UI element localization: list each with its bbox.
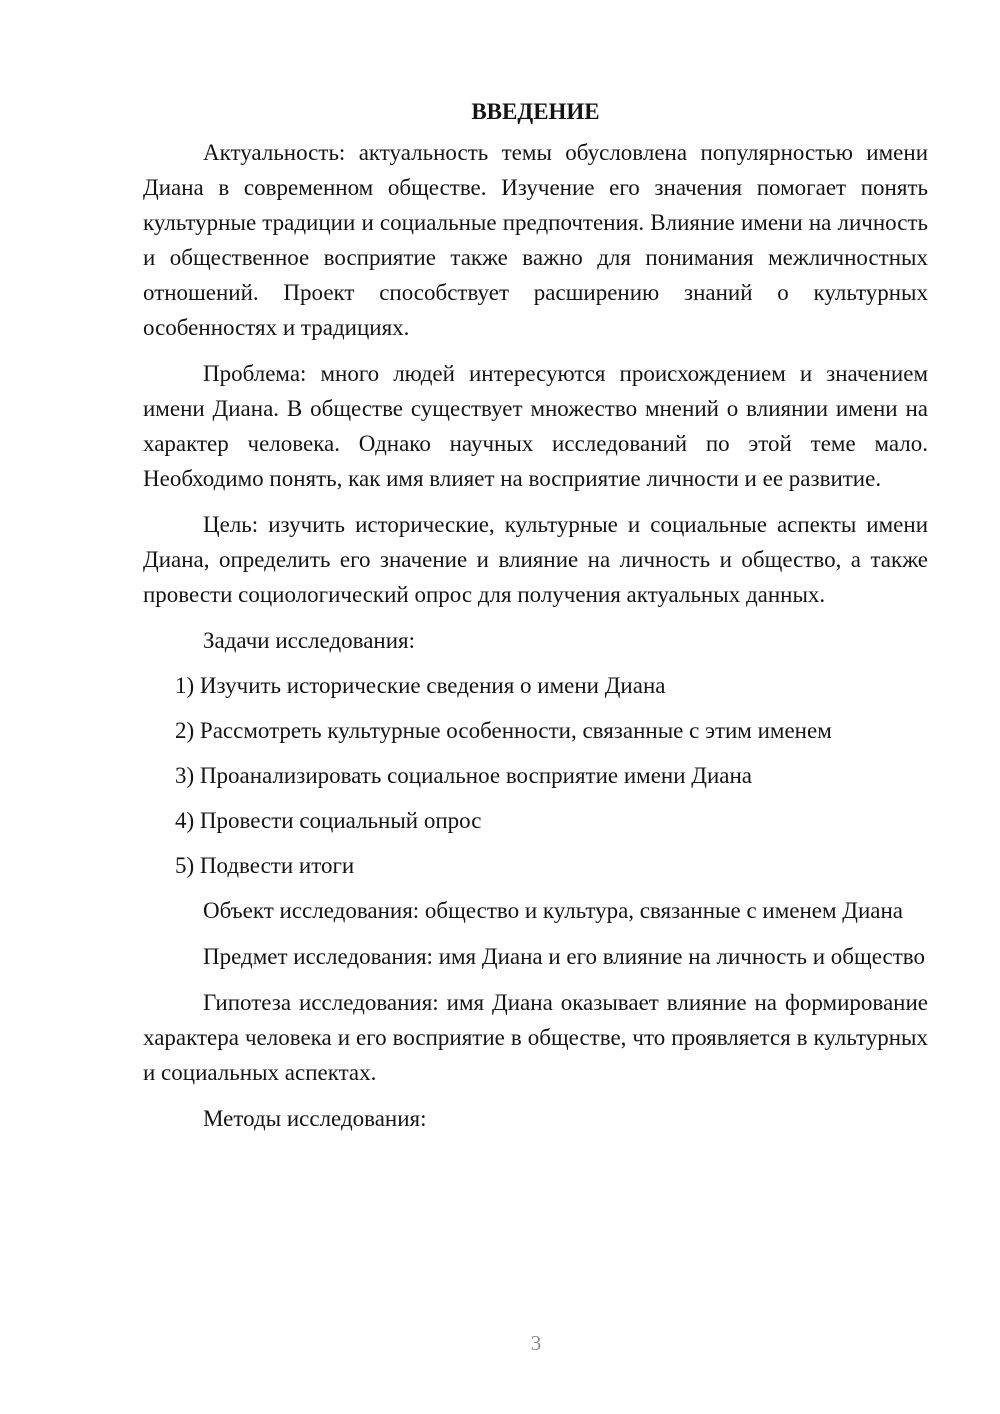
list-item: 3) Проанализировать социальное восприятие имени Диана (175, 763, 752, 788)
page-content (143, 94, 928, 1146)
paragraph-relevance: Актуальность: актуальность темы обусловлена популярностью имени Диана в современном обществе. Изучение его значения помогает понять культурные традиции и социальные предпочтения. Влияние имени на личность и общественное восприятие также важно для понимания межличностных отношений. Проект способствует расширению знаний о культурных особенностях и традициях. (143, 140, 928, 340)
paragraph-problem: Проблема: много людей интересуются происхождением и значением имени Диана. В обществе существует множество мнений о влиянии имени на характер человека. Однако научных исследований по этой теме мало. Необходимо понять, как имя влияет на восприятие личности и ее развитие. (143, 361, 928, 491)
list-item: 1) Изучить исторические сведения о имени Диана (175, 673, 666, 698)
paragraph-object: Объект исследования: общество и культура, связанные с именем Диана (203, 898, 904, 923)
section-title: ВВЕДЕНИЕ (471, 99, 600, 124)
methods-heading: Методы исследования: (203, 1106, 427, 1131)
page-number: 3 (530, 1331, 542, 1355)
list-item: 4) Провести социальный опрос (175, 808, 482, 833)
tasks-heading: Задачи исследования: (203, 628, 416, 653)
list-item: 2) Рассмотреть культурные особенности, связанные с этим именем (175, 718, 832, 743)
list-item: 5) Подвести итоги (175, 853, 355, 878)
paragraph-hypothesis: Гипотеза исследования: имя Диана оказывает влияние на формирование характера человека и его восприятие в обществе, что проявляется в культурных и социальных аспектах. (143, 990, 928, 1085)
paragraph-goal: Цель: изучить исторические, культурные и социальные аспекты имени Диана, определить его значение и влияние на личность и общество, а также провести социологический опрос для получения актуальных данных. (143, 512, 928, 607)
paragraph-subject: Предмет исследования: имя Диана и его влияние на личность и общество (203, 944, 925, 969)
tasks-list (143, 668, 928, 883)
